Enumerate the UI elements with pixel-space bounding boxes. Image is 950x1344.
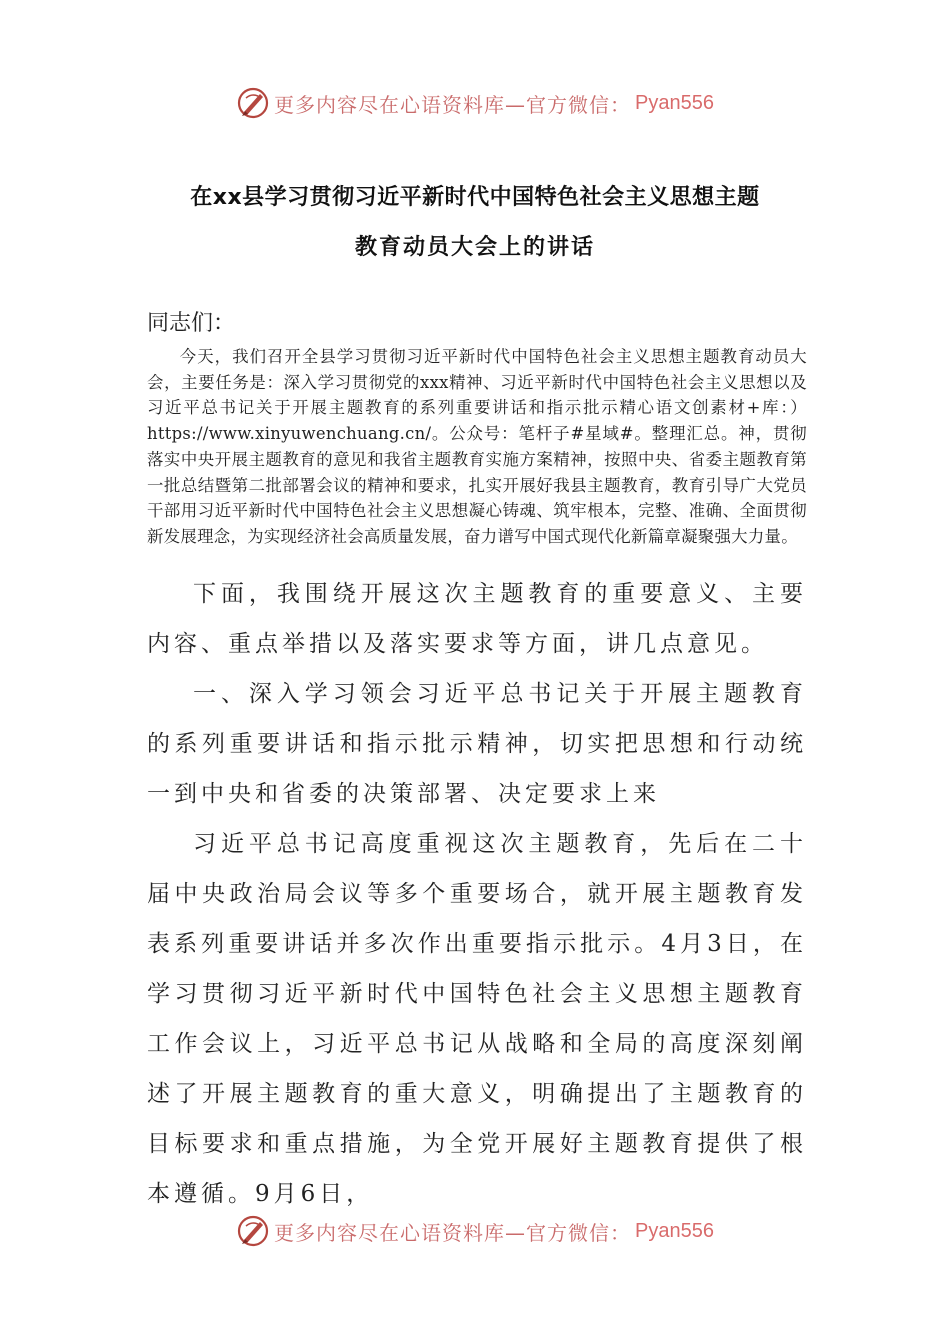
watermark-account: Pyan556 bbox=[635, 91, 714, 114]
paragraph-overview: 下面，我围绕开展这次主题教育的重要意义、主要内容、重点举措以及落实要求等方面，讲几点意见。 bbox=[147, 581, 807, 657]
section-heading-1: 一、深入学习领会习近平总书记关于开展主题教育的系列重要讲话和指示批示精神，切实把思想和行动统一到中央和省委的决策部署、决定要求上来 bbox=[147, 681, 807, 807]
pen-logo-icon bbox=[236, 1214, 270, 1248]
pen-logo-icon bbox=[236, 86, 270, 120]
document-title-line-1: 在xx县学习贯彻习近平新时代中国特色社会主义思想主题 bbox=[190, 185, 760, 210]
watermark-text: 更多内容尽在心语资料库—官方微信： bbox=[274, 92, 632, 117]
intro-paragraph: 今天，我们召开全县学习贯彻习近平新时代中国特色社会主义思想主题教育动员大会，主要任务是：深入学习贯彻党的xxx精神、习近平新时代中国特色社会主义思想以及习近平总书记关于开展主题教育的系列重要讲话和指示批示精心语文创素材+库：）https://www.xinyuwenchuang.cn/。公众号：笔杆子#星域#。整理汇总。神，贯彻落实中央开展主题教育的意见和我省主题教育实施方案精神，按照中央、省委主题教育第一批总结暨第二批部署会议的精神和要求，扎实开展好我县主题教育，教育引导广大党员干部用习近平新时代中国特色社会主义思想凝心铸魂、筑牢根本，完整、准确、全面贯彻新发展理念，为实现经济社会高质量发展，奋力谱写中国式现代化新篇章凝聚强大力量。 bbox=[147, 347, 807, 546]
watermark-text: 更多内容尽在心语资料库—官方微信： bbox=[274, 1220, 632, 1245]
document-title-line-2: 教育动员大会上的讲话 bbox=[354, 235, 595, 260]
paragraph-body: 习近平总书记高度重视这次主题教育，先后在二十届中央政治局会议等多个重要场合，就开展主题教育发表系列重要讲话并多次作出重要指示批示。4月3日，在学习贯彻习近平新时代中国特色社会主义思想主题教育工作会议上，习近平总书记从战略和全局的高度深刻阐述了开展主题教育的重大意义，明确提出了主题教育的目标要求和重点措施，为全党开展好主题教育提供了根本遵循。9月6日， bbox=[147, 831, 807, 1207]
watermark-banner-top bbox=[0, 83, 950, 123]
salutation: 同志们： bbox=[147, 311, 236, 336]
watermark-banner-bottom bbox=[0, 1211, 950, 1251]
watermark-account: Pyan556 bbox=[635, 1219, 714, 1242]
